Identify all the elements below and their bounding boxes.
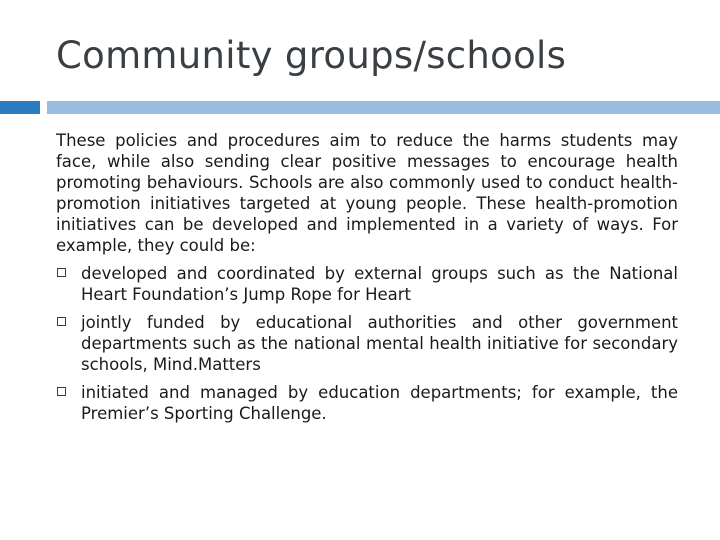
title-accent-bar-dark [0, 101, 40, 114]
bullet-text: developed and coordinated by external groups such as the National Heart Foundation’s Jump Rope for Heart [81, 264, 678, 304]
square-bullet-icon [57, 268, 66, 277]
bullet-item [56, 312, 678, 375]
bullet-item [56, 263, 678, 305]
bullet-text: initiated and managed by education departments; for example, the Premier’s Sporting Challenge. [81, 383, 678, 423]
title-accent-bar-light [47, 101, 720, 114]
bullet-text: jointly funded by educational authorities and other government departments such as the national mental health initiative for secondary schools, Mind.Matters [81, 313, 678, 374]
square-bullet-icon [57, 317, 66, 326]
intro-paragraph: These policies and procedures aim to reduce the harms students may face, while also sending clear positive messages to encourage health promoting behaviours. Schools are also commonly used to conduct health-promotion initiatives targeted at young people. These health-promotion initiatives can be developed and implemented in a variety of ways. For example, they could be: [56, 131, 678, 255]
square-bullet-icon [57, 387, 66, 396]
slide-title: Community groups/schools [56, 34, 567, 77]
bullet-item [56, 382, 678, 424]
bullet-list [56, 263, 678, 424]
slide-body [56, 130, 678, 424]
